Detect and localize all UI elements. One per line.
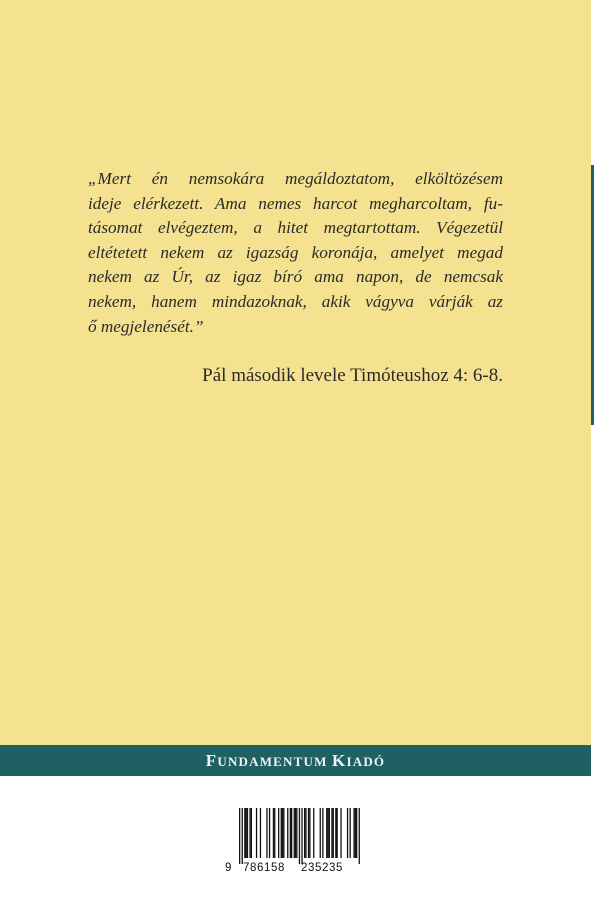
barcode-guard-bar (299, 808, 300, 864)
quote-line: eltétetett nekem az igazság koronája, amelyet megad (88, 242, 503, 262)
quote-line: „Mert én nemsokára megáldoztatom, elköltözésem (88, 169, 503, 188)
publisher-word: UNDAMENTUM (217, 754, 328, 769)
barcode-bar (256, 808, 257, 858)
barcode-bar (247, 808, 248, 858)
barcode-bar (273, 808, 274, 858)
barcode-bar (350, 808, 351, 858)
quote-line: nekem az Úr, az igaz bíró ama napon, de nemcsak (88, 267, 503, 287)
barcode-bar (294, 808, 295, 858)
barcode-bar (244, 808, 245, 858)
barcode-bar (353, 808, 354, 858)
barcode-guard-bar (359, 808, 360, 864)
barcode-first-digit: 9 (225, 862, 232, 874)
publisher-initial: K (332, 751, 347, 770)
quote-line: ideje elérkezett. Ama nemes harcot megharcoltam, fu- (88, 193, 503, 213)
barcode-bar (322, 808, 323, 858)
quote-line: nekem, hanem mindazoknak, akik vágyva várják az (88, 291, 503, 311)
quote-reference: Pál második levele Timóteushoz 4: 6-8. (202, 365, 503, 386)
barcode-bar (278, 808, 279, 858)
publisher-word: IADÓ (346, 754, 386, 769)
barcode-bars (225, 808, 360, 864)
barcode-bar (260, 808, 261, 858)
barcode-bar (296, 808, 297, 858)
barcode-bar (326, 808, 327, 858)
barcode-bar (355, 808, 356, 858)
barcode-bar (274, 808, 275, 858)
barcode-bar (287, 808, 288, 858)
barcode-bar (251, 808, 252, 858)
barcode-right-digits: 235235 (301, 862, 343, 874)
barcode-bar (329, 808, 330, 858)
barcode-bar (331, 808, 332, 858)
barcode-guard-bar (239, 808, 240, 864)
barcode-bar (282, 808, 283, 858)
barcode-bar (266, 808, 267, 858)
barcode-bar (313, 808, 314, 858)
barcode-bar (347, 808, 348, 858)
isbn-barcode (225, 808, 360, 874)
barcode-guard-bar (242, 808, 243, 864)
barcode-bar (246, 808, 247, 858)
publisher-band (0, 745, 591, 776)
quote-line: ő megjelenését.” (88, 316, 204, 336)
barcode-bar (291, 808, 292, 858)
bible-quote (88, 167, 503, 339)
barcode-bar (335, 808, 336, 858)
barcode-bar (327, 808, 328, 858)
barcode-bar (269, 808, 270, 858)
quote-line: tásomat elvégeztem, a hitet megtartottam. Végezetül (88, 218, 503, 238)
barcode-bar (320, 808, 321, 858)
barcode-bar (337, 808, 338, 858)
barcode-guard-bar (301, 808, 302, 864)
barcode-bar (295, 808, 296, 858)
barcode-bar (249, 808, 250, 858)
publisher-initial: F (205, 751, 218, 770)
barcode-bar (308, 808, 309, 858)
barcode-bar (281, 808, 282, 858)
barcode-bar (305, 808, 306, 858)
barcode-left-digits: 786158 (243, 862, 285, 874)
barcode-bar (340, 808, 341, 858)
barcode-bar (290, 808, 291, 858)
barcode-bar (356, 808, 357, 858)
barcode-bar (283, 808, 284, 858)
barcode-bar (333, 808, 334, 858)
barcode-bar (309, 808, 310, 858)
barcode-bar (304, 808, 305, 858)
publisher-name (0, 745, 591, 776)
